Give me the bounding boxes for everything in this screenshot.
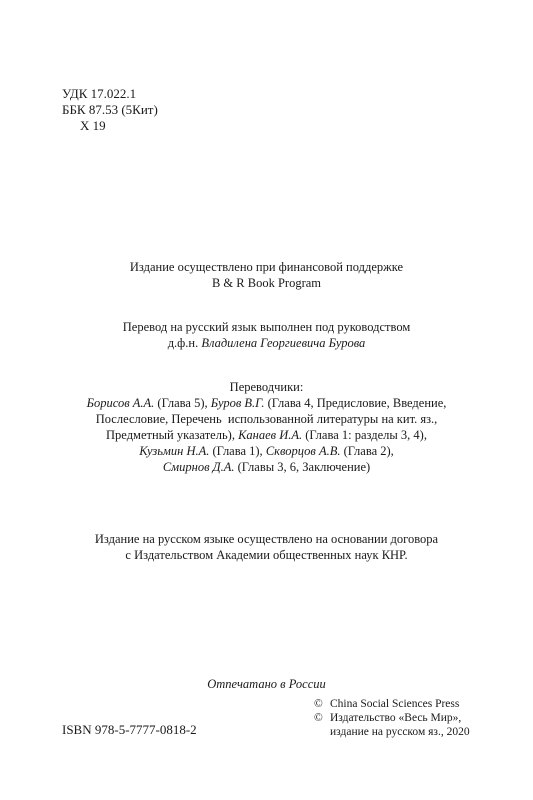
translator-name: Борисов А.А. <box>86 396 155 410</box>
translator-name: Смирнов Д.А. <box>162 460 235 474</box>
translator-role: (Глава 5), <box>154 396 211 410</box>
copyright-line-1 <box>314 697 470 711</box>
translator-name: Кузьмин Н.А. <box>139 444 210 458</box>
supervision-line-2 <box>0 335 533 351</box>
translator-role: (Глава 1: разделы 3, 4), <box>302 428 427 442</box>
translator-role: (Глава 1), <box>209 444 266 458</box>
printed-in-russia: Отпечатано в России <box>207 677 326 691</box>
translator-role: (Главы 3, 6, Заключение) <box>234 460 371 474</box>
translation-supervision <box>0 319 533 351</box>
translator-role: Предметный указатель), <box>106 428 239 442</box>
copyright-line-3: издание на русском яз., 2020 <box>330 726 470 738</box>
translator-role: (Глава 4, Предисловие, Введение, <box>264 396 447 410</box>
translators-line-2: Послесловие, Перечень использованной литературы на кит. яз., <box>95 412 438 426</box>
supervisor-degree: д.ф.н. <box>167 336 199 350</box>
author-mark: Х 19 <box>80 118 106 133</box>
supervisor-name: Владилена Георгиевича Бурова <box>201 336 366 350</box>
translator-name: Канаев И.А. <box>238 428 303 442</box>
translators-heading: Переводчики: <box>229 380 304 394</box>
translators-line-1 <box>0 395 533 411</box>
agreement-note <box>0 531 533 563</box>
copyright-line-2 <box>314 711 470 725</box>
isbn: ISBN 978-5-7777-0818-2 <box>62 722 197 737</box>
translators-line-5 <box>0 459 533 475</box>
funding-line-2: B & R Book Program <box>211 276 322 290</box>
translator-role: (Глава 2), <box>340 444 394 458</box>
funding-line-1: Издание осуществлено при финансовой поддержке <box>129 260 404 274</box>
copyright-symbol: © <box>314 712 323 724</box>
copyright-symbol: © <box>314 698 323 710</box>
translators-line-4 <box>0 443 533 459</box>
funding-note <box>0 259 533 291</box>
library-codes <box>62 86 158 134</box>
translators-line-3 <box>0 427 533 443</box>
bbk-code: ББК 87.53 (5Кит) <box>62 102 158 117</box>
copyright-block <box>314 697 470 739</box>
translator-name: Скворцов А.В. <box>265 444 341 458</box>
udk-code: УДК 17.022.1 <box>62 86 137 101</box>
supervision-line-1: Перевод на русский язык выполнен под руководством <box>122 320 411 334</box>
copyright-holder-1: China Social Sciences Press <box>330 698 460 710</box>
agreement-line-1: Издание на русском языке осуществлено на основании договора <box>94 532 439 546</box>
agreement-line-2: с Издательством Академии общественных наук КНР. <box>125 548 408 562</box>
translators-block <box>0 379 533 475</box>
translator-name: Буров В.Г. <box>210 396 265 410</box>
copyright-holder-2: Издательство «Весь Мир», <box>330 712 462 724</box>
